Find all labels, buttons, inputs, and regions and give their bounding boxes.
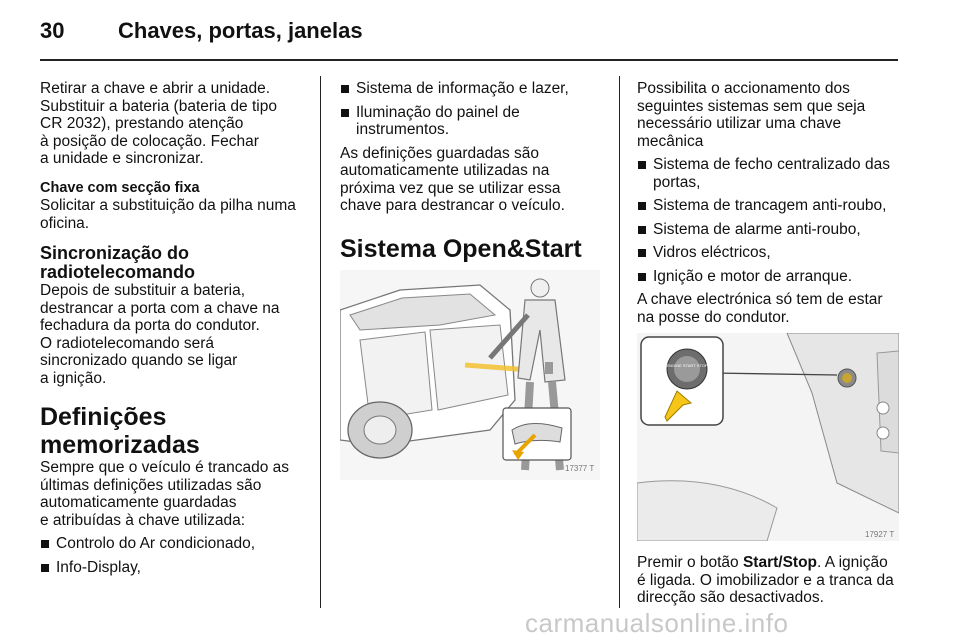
figure-id-car: 17377 T [565,464,595,473]
figure-id-button: 17927 T [865,530,895,539]
list-item: Ignição e motor de arranque. [637,268,907,286]
list-item: Sistema de fecho centralizado das portas, [637,156,907,191]
list-item: Iluminação do painel de instrumentos. [340,104,612,139]
button-caption: ENGINE START STOP [666,363,708,368]
page-title: Chaves, portas, janelas [118,18,363,43]
car-entry-illustration [340,270,600,480]
fixed-key-heading: Chave com secção fixa [40,179,200,196]
column-2 [340,80,612,263]
watermark: carmanualsonline.info [525,608,789,638]
battery-paragraph: Retirar a chave e abrir a unidade. Substituir a bateria (bateria de tipo CR 2032), prestando atenção à posição de colocação. Fechar a unidade e sincronizar. [40,80,277,167]
list-item: Controlo do Ar condicionado, [40,535,312,553]
page-number: 30 [40,18,65,43]
memory-text: Sempre que o veículo é trancado as últimas definições utilizadas são automaticamente guardadas e atribuídas à chave utilizada: [40,459,290,529]
start-stop-text: Premir o botão Start/Stop. A ignição é ligada. O imobilizador e a tranca da direcção são desactivados. [637,554,894,606]
header-rule [40,59,898,61]
list-item: Info-Display, [40,559,312,577]
column-3 [637,80,907,326]
open-start-intro: Possibilita o accionamento dos seguintes sistemas sem que seja necessário utilizar uma chave mecânica [637,80,866,150]
list-item: Sistema de alarme anti-roubo, [637,221,907,239]
list-item: Sistema de trancagem anti-roubo, [637,197,907,215]
sync-text: Depois de substituir a bateria, destrancar a porta com a chave na fechadura da porta do condutor. O radiotelecomando será sincronizado quando se ligar a ignição. [40,282,280,387]
list-item: Sistema de informação e lazer, [340,80,612,98]
column-divider-2 [619,76,620,608]
stored-settings-text: As definições guardadas são automaticamente utilizadas na próxima vez que se utilizar essa chave para destrancar o veículo. [340,144,565,214]
sync-heading: Sincronização do radiotelecomando [40,243,196,282]
start-stop-illustration [637,333,899,541]
column-divider-1 [320,76,321,608]
column-1 [40,80,312,576]
memory-heading: Definições memorizadas [40,403,200,459]
list-item: Vidros eléctricos, [637,244,907,262]
key-text: A chave electrónica só tem de estar na posse do condutor. [637,291,883,326]
open-start-heading: Sistema Open&Start [340,234,582,263]
fixed-key-text: Solicitar a substituição da pilha numa oficina. [40,197,296,232]
